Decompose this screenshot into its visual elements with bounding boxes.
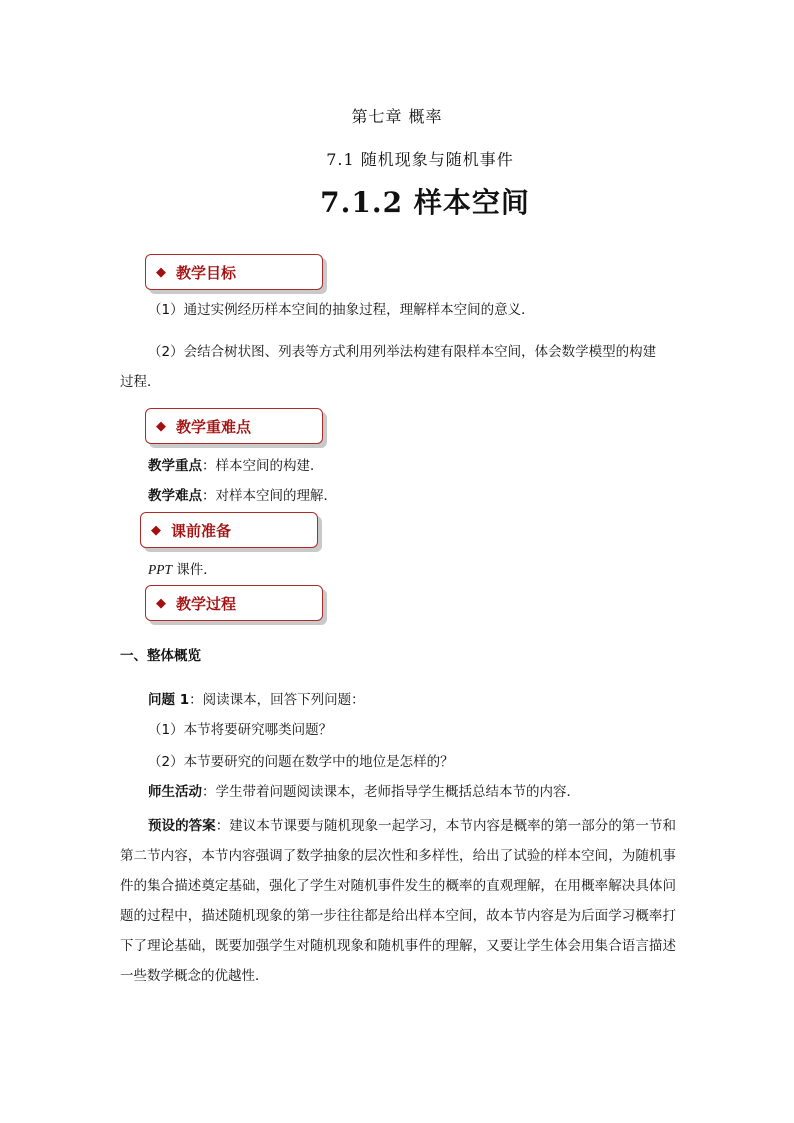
goal-item-2: （2）会结合树状图、列表等方式利用列举法构建有限样本空间，体会数学模型的构建 (148, 344, 657, 360)
keypoints-header-box (145, 408, 323, 444)
activity-label: 师生活动 (148, 784, 202, 800)
diamond-icon: ◆ (151, 522, 161, 538)
process-title: 教学过程 (176, 594, 237, 613)
prep-title: 课前准备 (171, 521, 232, 540)
activity-line (148, 782, 580, 802)
lesson-title: 7.1.2 样本空间 (320, 186, 530, 219)
prep-line (148, 560, 217, 580)
answer-label: 预设的答案 (148, 818, 216, 834)
keypoints-title: 教学重难点 (176, 417, 252, 436)
prep-header-box (140, 512, 318, 548)
question-line (148, 690, 365, 710)
chapter-title: 第七章 概率 (351, 107, 443, 126)
difficulty-label: 教学难点 (148, 488, 202, 504)
question-label: 问题 1 (148, 692, 190, 708)
answer-text: ：建议本节课要与随机现象一起学习，本节内容是概率的第一部分的第一节和第二节内容，本节内容强调了数学抽象的层次性和多样性，给出了试验的样本空间，为随机事件的集合描述奠定基础，强化了学生对随机事件发生的概率的直观理解，在用概率解决具体问题的过程中，描述随机现象的第一步往往都是给出样本空间，故本节内容是为后面学习概率打下了理论基础，既要加强学生对随机现象和随机事件的理解，又要让学生体会用集合语言描述一些数学概念的优越性． (120, 818, 677, 984)
goals-header-box (145, 254, 323, 290)
focus-text: ：样本空间的构建． (202, 458, 324, 474)
focus-line (148, 456, 324, 476)
prep-text: 课件． (172, 562, 217, 578)
question-1: （1）本节将要研究哪类问题？ (148, 722, 333, 738)
ppt-label: PPT (148, 562, 173, 577)
section-heading: 一、整体概览 (120, 648, 201, 664)
difficulty-text: ：对样本空间的理解． (202, 488, 337, 504)
section-title: 7.1 随机现象与随机事件 (326, 150, 514, 169)
goal-item-2-cont: 过程． (120, 374, 161, 390)
diamond-icon: ◆ (156, 418, 166, 434)
diamond-icon: ◆ (156, 264, 166, 280)
question-text: ：阅读课本，回答下列问题： (189, 692, 365, 708)
question-2: （2）本节要研究的问题在数学中的地位是怎样的？ (148, 754, 454, 770)
diamond-icon: ◆ (156, 595, 166, 611)
process-header-box (145, 585, 323, 621)
answer-paragraph (120, 811, 676, 991)
focus-label: 教学重点 (148, 458, 202, 474)
goal-item-1: （1）通过实例经历样本空间的抽象过程，理解样本空间的意义． (148, 302, 535, 318)
difficulty-line (148, 486, 337, 506)
goals-title: 教学目标 (176, 263, 237, 282)
activity-text: ：学生带着问题阅读课本，老师指导学生概括总结本节的内容． (202, 784, 580, 800)
